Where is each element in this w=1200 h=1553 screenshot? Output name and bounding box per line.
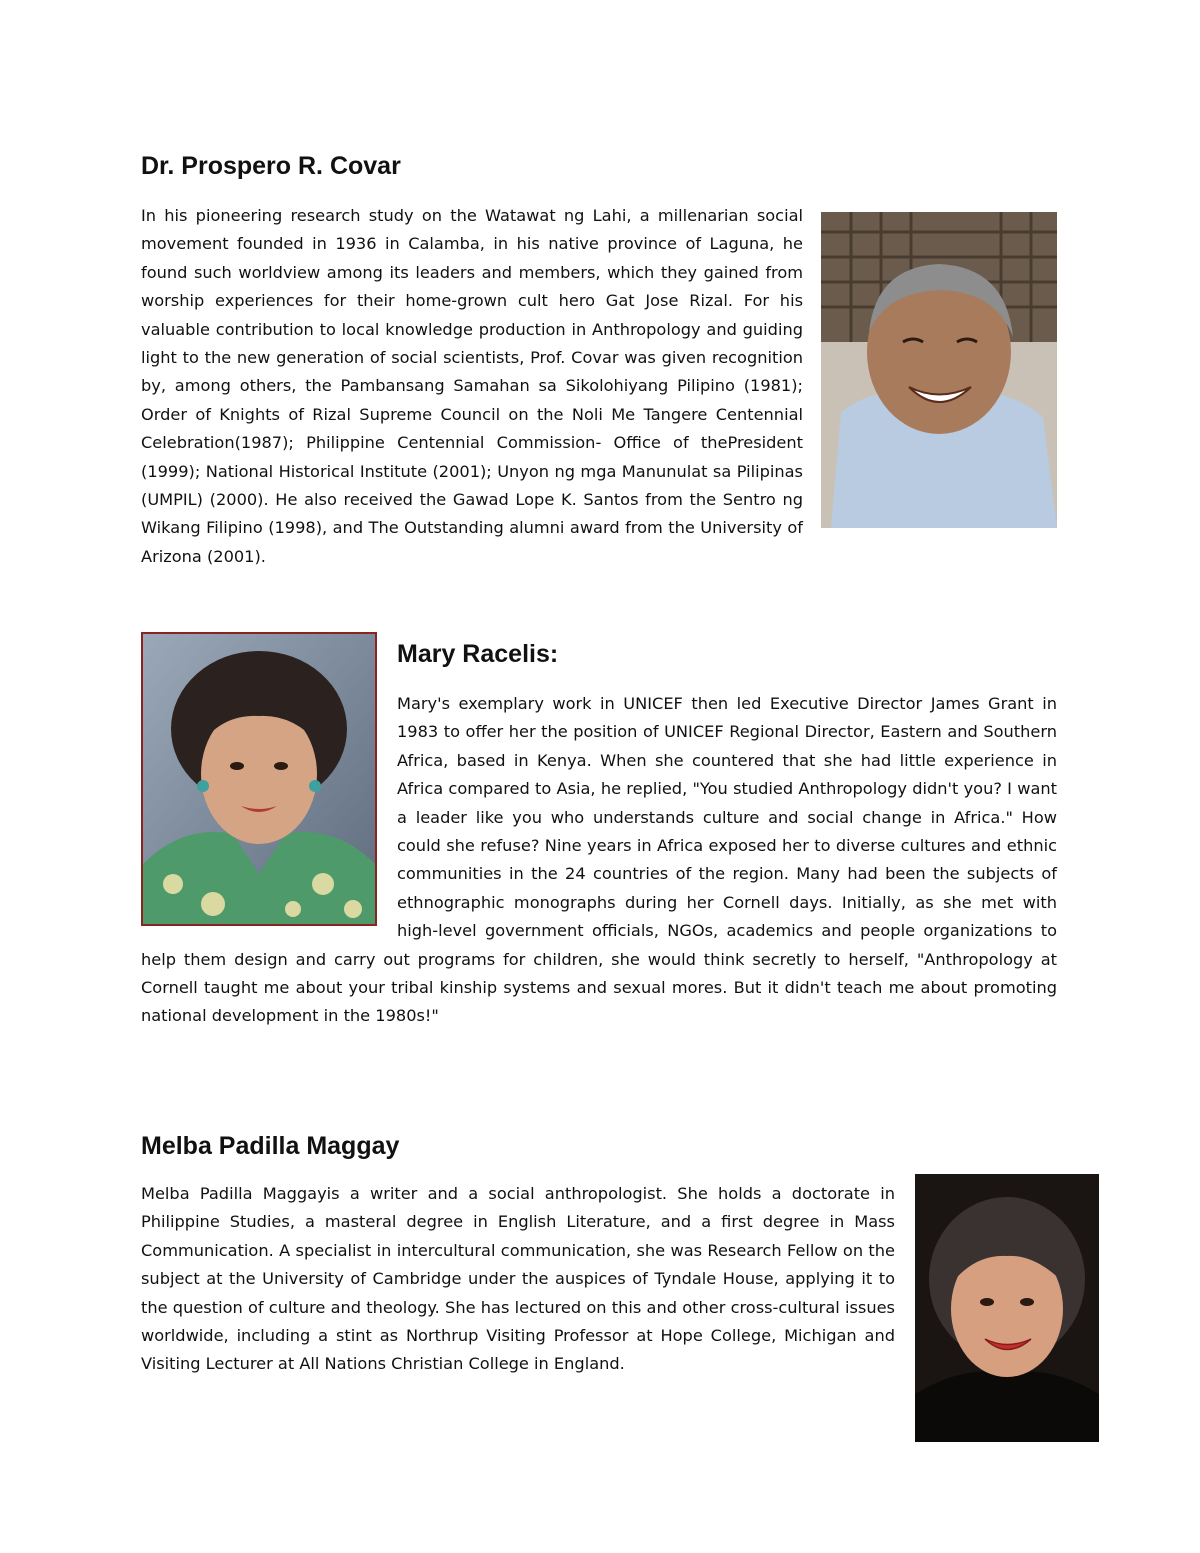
profile-bio: Melba Padilla Maggayis a writer and a social anthropologist. She holds a doctorate in Philippine Studies, a masteral degree in English Literature, and a first degree in Mass Communication. A specialist in intercultural communication, she was Research Fellow on the subject at the University of Cambridge under the auspices of Tyndale House, applying it to the question of culture and theology. She has lectured on this and other cross-cultural issues worldwide, including a stint as Northrup Visiting Professor at Hope College, Michigan and Visiting Lecturer at All Nations Christian College in England. xyxy=(141,1184,895,1374)
profile-title: Mary Racelis: xyxy=(397,640,559,668)
profile-covar xyxy=(141,150,1057,571)
profile-bio: In his pioneering research study on the Watawat ng Lahi, a millenarian social movement founded in 1936 in Calamba, in his native province of Laguna, he found such worldview among its leaders and members, which they gained from worship experiences for their home-grown cult hero Gat Jose Rizal. For his valuable contribution to local knowledge production in Anthropology and guiding light to the new generation of social scientists, Prof. Covar was given recognition by, among others, the Pambansang Samahan sa Sikolohiyang Pilipino (1981); Order of Knights of Rizal Supreme Council on the Noli Me Tangere Centennial Celebration(1987); Philippine Centennial Commission- Office of thePresident (1999); National Historical Institute (2001); Unyon ng mga Manunulat sa Pilipinas (UMPIL) (2000). He also received the Gawad Lope K. Santos from the Sentro ng Wikang Filipino (1998), and The Outstanding alumni award from the University of Arizona (2001). xyxy=(141,206,803,566)
profile-racelis xyxy=(141,632,1057,1031)
profile-bio: Mary's exemplary work in UNICEF then led Executive Director James Grant in 1983 to offer her the position of UNICEF Regional Director, Eastern and Southern Africa, based in Kenya. When she countered that she had little experience in Africa compared to Asia, he replied, "You studied Anthropology didn't you? I want a leader like you who understands culture and social change in Africa." How could she refuse? Nine years in Africa exposed her to diverse cultures and ethnic communities in the 24 countries of the region. Many had been the subjects of ethnographic monographs during her Cornell days. Initially, as she met with high-level government officials, NGOs, academics and people organizations to help them design and carry out programs for children, she would think secretly to herself, "Anthropology at Cornell taught me about your tribal kinship systems and sexual mores. But it didn't teach me about promoting national development in the 1980s!" xyxy=(141,694,1057,1026)
profile-title: Melba Padilla Maggay xyxy=(141,1132,400,1160)
portrait-maggay-photo xyxy=(915,1174,1099,1442)
portrait-covar-photo xyxy=(821,212,1057,528)
profile-title: Dr. Prospero R. Covar xyxy=(141,152,401,180)
portrait-racelis-photo xyxy=(141,632,377,926)
profile-maggay xyxy=(141,1130,1099,1442)
